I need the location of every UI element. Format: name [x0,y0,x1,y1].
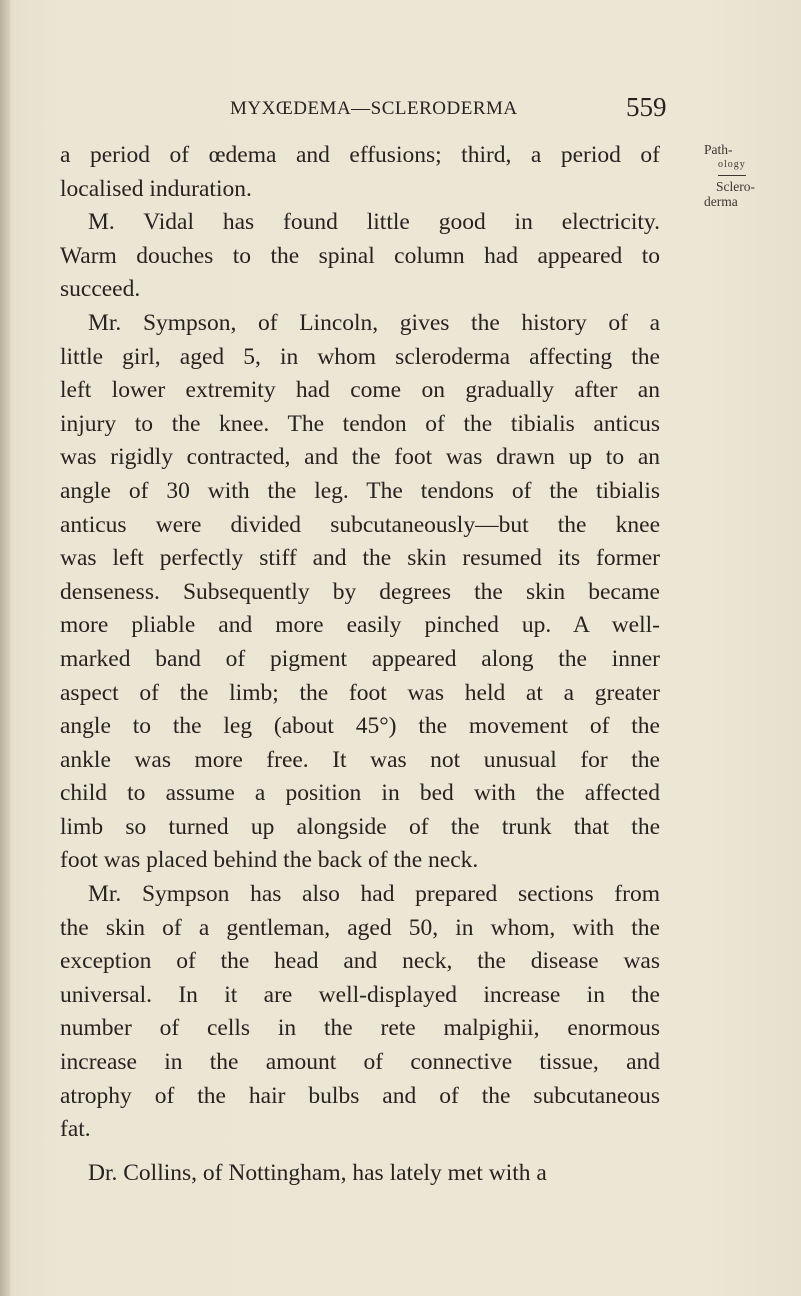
text-line: ankle was more free. It was not unusual for the [60,746,660,773]
text-line: fat. [60,1116,91,1143]
text-line: number of cells in the rete malpighii, enormous [60,1015,660,1042]
running-title: MYXŒDEMA—SCLERODERMA [230,98,518,119]
margin-note-line: Path- [704,142,733,157]
text-line: atrophy of the hair bulbs and of the subcutaneous [60,1082,660,1109]
text-line: Mr. Sympson, of Lincoln, gives the history of a [88,309,660,336]
text-line: little girl, aged 5, in whom scleroderma affecting the [60,343,660,370]
text-line: foot was placed behind the back of the neck. [60,847,479,874]
text-line: aspect of the limb; the foot was held at a greater [60,679,660,706]
text-line: more pliable and more easily pinched up. A well- [60,612,660,639]
text-line: was left perfectly stiff and the skin resumed its former [60,545,660,572]
text-line: angle of 30 with the leg. The tendons of the tibialis [60,477,660,504]
margin-note-line: Sclero- [716,179,755,194]
text-line: angle to the leg (about 45°) the movement of the [60,713,660,740]
margin-note-divider [718,175,746,176]
binding-edge [0,0,10,1296]
text-line: exception of the head and neck, the disease was [60,948,660,975]
text-line: localised induration. [60,175,252,202]
text-line: Mr. Sympson has also had prepared sections from [88,881,660,908]
page-number: 559 [626,92,667,122]
text-line: denseness. Subsequently by degrees the skin became [60,578,660,605]
margin-note-line: ology [718,159,746,170]
text-line: a period of œdema and effusions; third, a period of [60,142,660,168]
text-line: succeed. [60,276,141,303]
running-head [60,92,680,128]
text-line: left lower extremity had come on gradually after an [60,377,660,404]
text-line: child to assume a position in bed with the affected [60,780,660,807]
margin-note-line: derma [704,194,738,209]
margin-note [704,142,798,209]
text-line: increase in the amount of connective tissue, and [60,1049,660,1076]
text-line: limb so turned up alongside of the trunk that the [60,813,660,840]
text-line: anticus were divided subcutaneously—but the knee [60,511,660,538]
body-text [60,139,660,1190]
text-line: Dr. Collins, of Nottingham, has lately met with a [88,1159,547,1186]
text-line: was rigidly contracted, and the foot was drawn up to an [60,444,660,471]
text-line: M. Vidal has found little good in electricity. [88,209,660,236]
text-line: Warm douches to the spinal column had appeared to [60,242,660,269]
text-line: the skin of a gentleman, aged 50, in whom, with the [60,914,660,941]
text-line: injury to the knee. The tendon of the tibialis anticus [60,410,660,437]
text-line: universal. In it are well-displayed increase in the [60,981,660,1008]
text-line: marked band of pigment appeared along the inner [60,645,660,672]
